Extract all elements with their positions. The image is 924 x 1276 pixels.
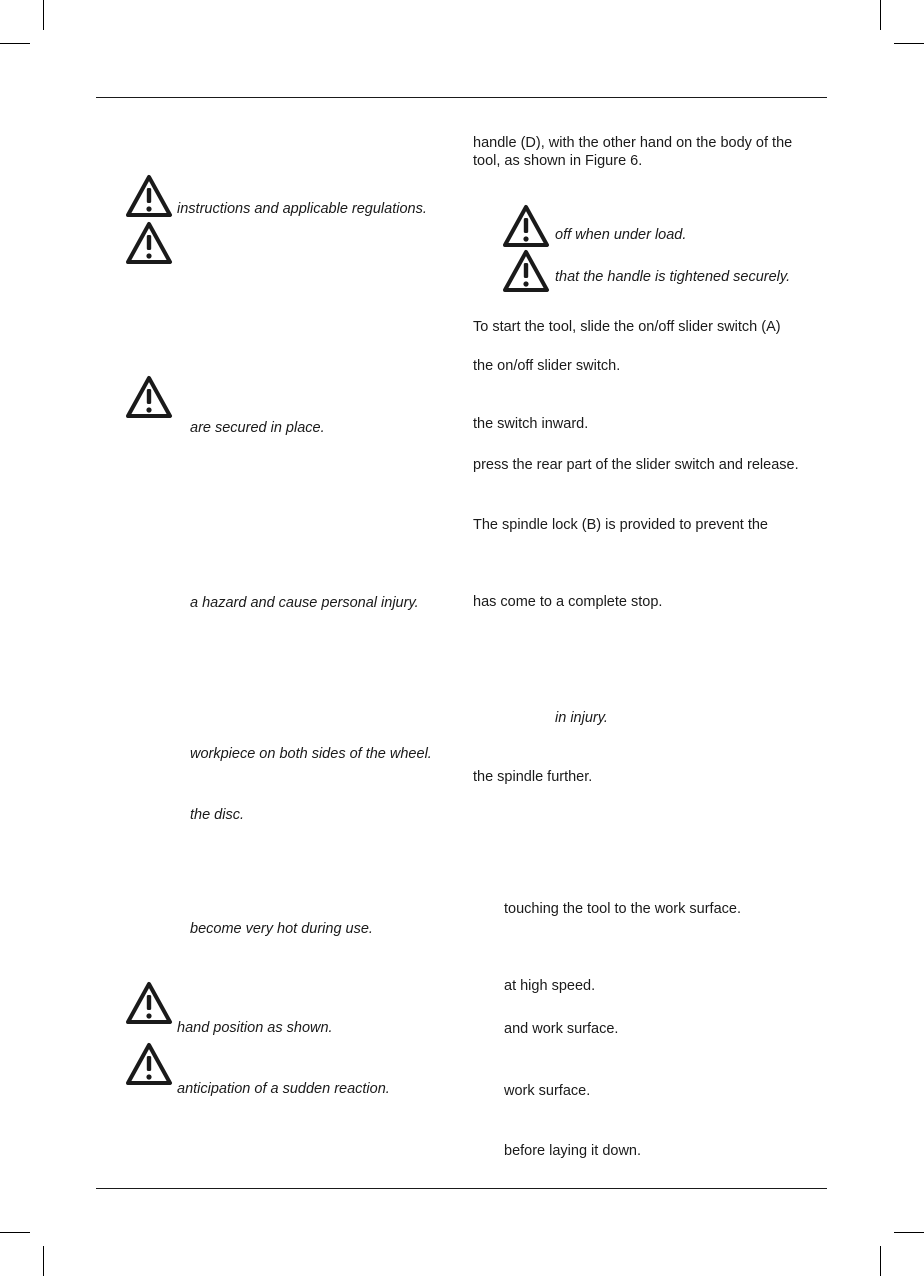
crop-mark — [880, 0, 881, 30]
crop-mark — [43, 1246, 44, 1276]
warning-text: are secured in place. — [190, 420, 325, 436]
footer-rule — [96, 1188, 827, 1189]
crop-mark — [894, 43, 924, 44]
body-text: To start the tool, slide the on/off slider switch (A) — [473, 319, 781, 335]
list-item: at high speed. — [504, 978, 596, 994]
warning-text: workpiece on both sides of the wheel. — [190, 746, 432, 762]
body-text: the on/off slider switch. — [473, 358, 621, 374]
warning-text: instructions and applicable regulations. — [177, 201, 427, 217]
crop-mark — [0, 1232, 30, 1233]
body-text: the spindle further. — [473, 769, 593, 785]
warning-text: that the handle is tightened securely. — [555, 269, 791, 285]
list-item: touching the tool to the work surface. — [504, 901, 741, 917]
warning-text: in injury. — [555, 710, 608, 726]
warning-triangle-icon — [502, 204, 550, 248]
crop-mark — [43, 0, 44, 30]
warning-triangle-icon — [125, 375, 173, 419]
warning-text: anticipation of a sudden reaction. — [177, 1081, 390, 1097]
crop-mark — [880, 1246, 881, 1276]
crop-mark — [0, 43, 30, 44]
warning-text: a hazard and cause personal injury. — [190, 595, 419, 611]
warning-triangle-icon — [125, 1042, 173, 1086]
body-text: The spindle lock (B) is provided to prevent the — [473, 517, 768, 533]
body-text: handle (D), with the other hand on the body of the — [473, 135, 793, 151]
list-item: before laying it down. — [504, 1143, 642, 1159]
warning-triangle-icon — [502, 249, 550, 293]
warning-text: off when under load. — [555, 227, 687, 243]
warning-text: become very hot during use. — [190, 921, 373, 937]
header-rule — [96, 97, 827, 98]
warning-text: hand position as shown. — [177, 1020, 333, 1036]
list-item: work surface. — [504, 1083, 591, 1099]
body-text: the switch inward. — [473, 416, 589, 432]
warning-text: the disc. — [190, 807, 244, 823]
warning-triangle-icon — [125, 221, 173, 265]
body-text: has come to a complete stop. — [473, 594, 663, 610]
warning-triangle-icon — [125, 981, 173, 1025]
body-text: tool, as shown in Figure 6. — [473, 153, 643, 169]
list-item: and work surface. — [504, 1021, 619, 1037]
crop-mark — [894, 1232, 924, 1233]
body-text: press the rear part of the slider switch and release. — [473, 457, 799, 473]
warning-triangle-icon — [125, 174, 173, 218]
